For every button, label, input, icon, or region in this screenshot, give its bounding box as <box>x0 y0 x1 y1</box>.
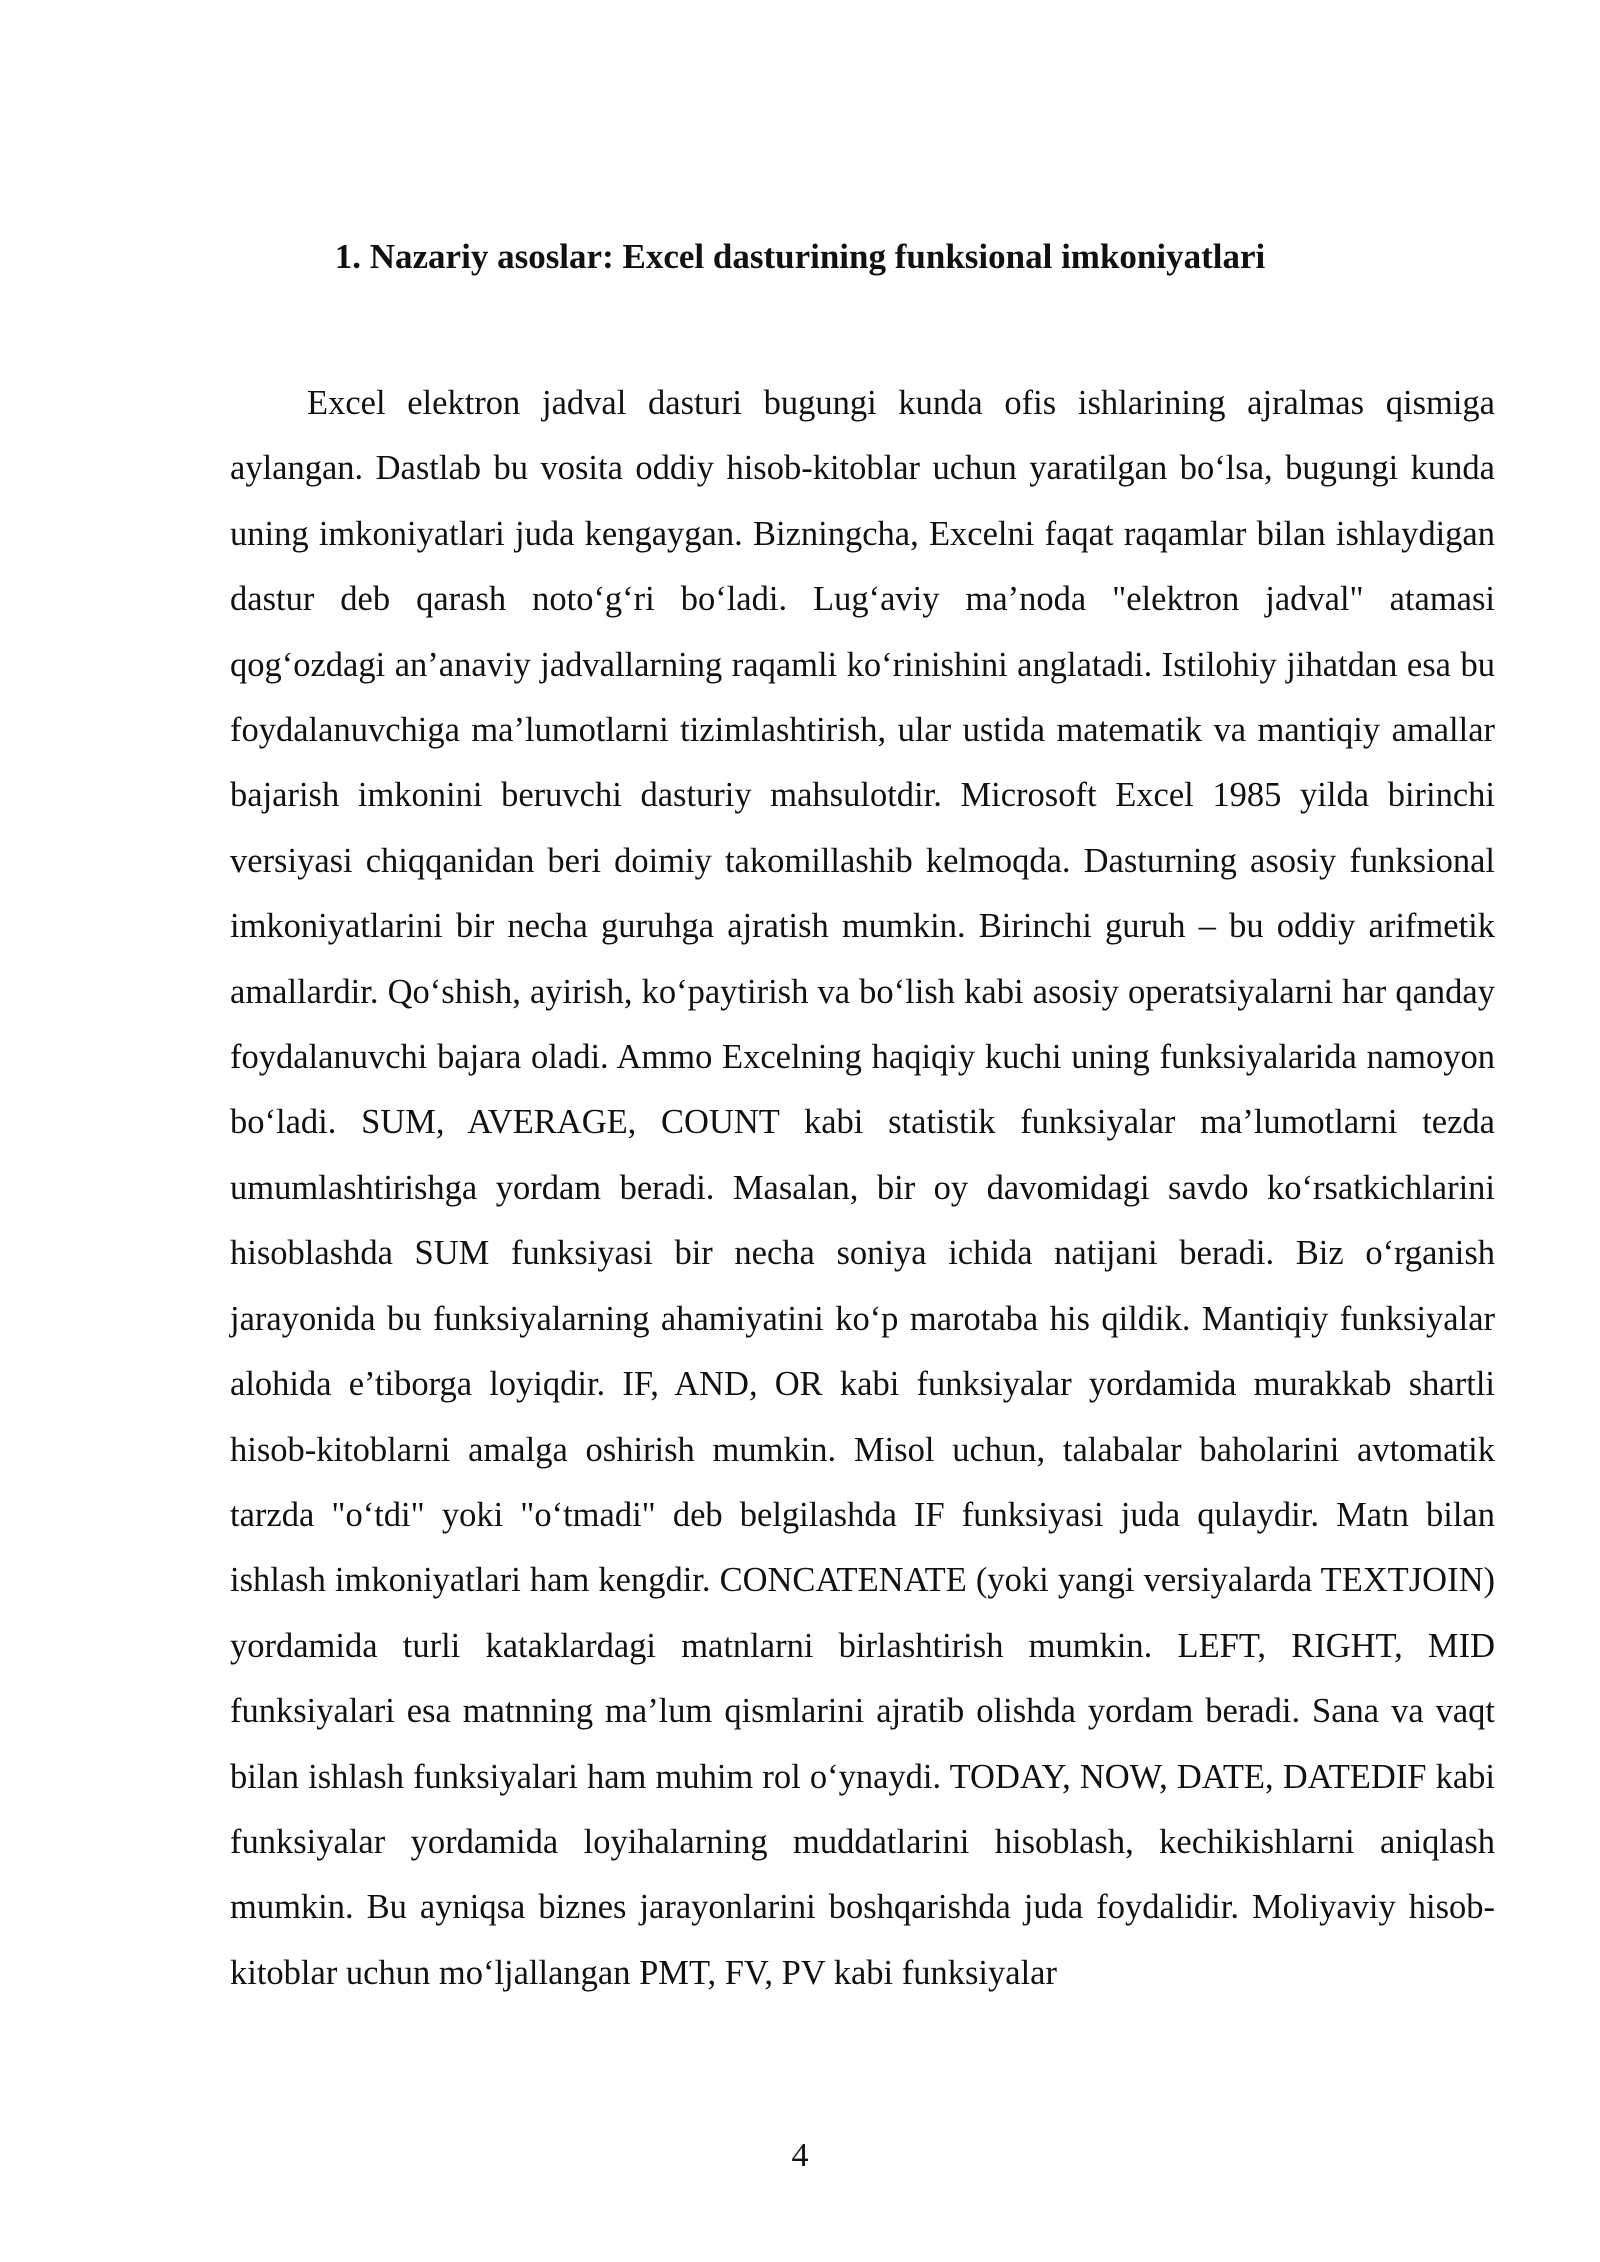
body-paragraph: Excel elektron jadval dasturi bugungi kunda ofis ishlarining ajralmas qismiga aylangan. Dastlab bu vosita oddiy hisob-kitoblar uchun yaratilgan bo‘lsa, bugungi kunda uning imkoniyatlari juda kengaygan. Bizningcha, Excelni faqat raqamlar bilan ishlaydigan dastur deb qarash noto‘g‘ri bo‘ladi. Lug‘aviy ma’noda "elektron jadval" atamasi qog‘ozdagi an’anaviy jadvallarning raqamli ko‘rinishini anglatadi. Istilohiy jihatdan esa bu foydalanuvchiga ma’lumotlarni tizimlashtirish, ular ustida matematik va mantiqiy amallar bajarish imkonini beruvchi dasturiy mahsulotdir. Microsoft Excel 1985 yilda birinchi versiyasi chiqqanidan beri doimiy takomillashib kelmoqda. Dasturning asosiy funksional imkoniyatlarini bir necha guruhga ajratish mumkin. Birinchi guruh – bu oddiy arifmetik amallardir. Qo‘shish, ayirish, ko‘paytirish va bo‘lish kabi asosiy operatsiyalarni har qanday foydalanuvchi bajara oladi. Ammo Excelning haqiqiy kuchi uning funksiyalarida namoyon bo‘ladi. SUM, AVERAGE, COUNT kabi statistik funksiyalar ma’lumotlarni tezda umumlashtirishga yordam beradi. Masalan, bir oy davomidagi savdo ko‘rsatkichlarini hisoblashda SUM funksiyasi bir necha soniya ichida natijani beradi. Biz o‘rganish jarayonida bu funksiyalarning ahamiyatini ko‘p marotaba his qildik. Mantiqiy funksiyalar alohida e’tiborga loyiqdir. IF, AND, OR kabi funksiyalar yordamida murakkab shartli hisob-kitoblarni amalga oshirish mumkin. Misol uchun, talabalar baholarini avtomatik tarzda "o‘tdi" yoki "o‘tmadi" deb belgilashda IF funksiyasi juda qulaydir. Matn bilan ishlash imkoniyatlari ham kengdir. CONCATENATE (yoki yangi versiyalarda TEXTJOIN) yordamida turli kataklardagi matnlarni birlashtirish mumkin. LEFT, RIGHT, MID funksiyalari esa matnning ma’lum qismlarini ajratib olishda yordam beradi. Sana va vaqt bilan ishlash funksiyalari ham muhim rol o‘ynaydi. TODAY, NOW, DATE, DATEDIF kabi funksiyalar yordamida loyihalarning muddatlarini hisoblash, kechikishlarni aniqlash mumkin. Bu ayniqsa biznes jarayonlarini boshqarishda juda foydalidir. Moliyaviy hisob-kitoblar uchun mo‘ljallangan PMT, FV, PV kabi funksiyalar <box>230 384 1495 1992</box>
page-number: 4 <box>791 2137 809 2174</box>
section-heading: 1. Nazariy asoslar: Excel dasturining funksional imkoniyatlari <box>334 237 1266 276</box>
